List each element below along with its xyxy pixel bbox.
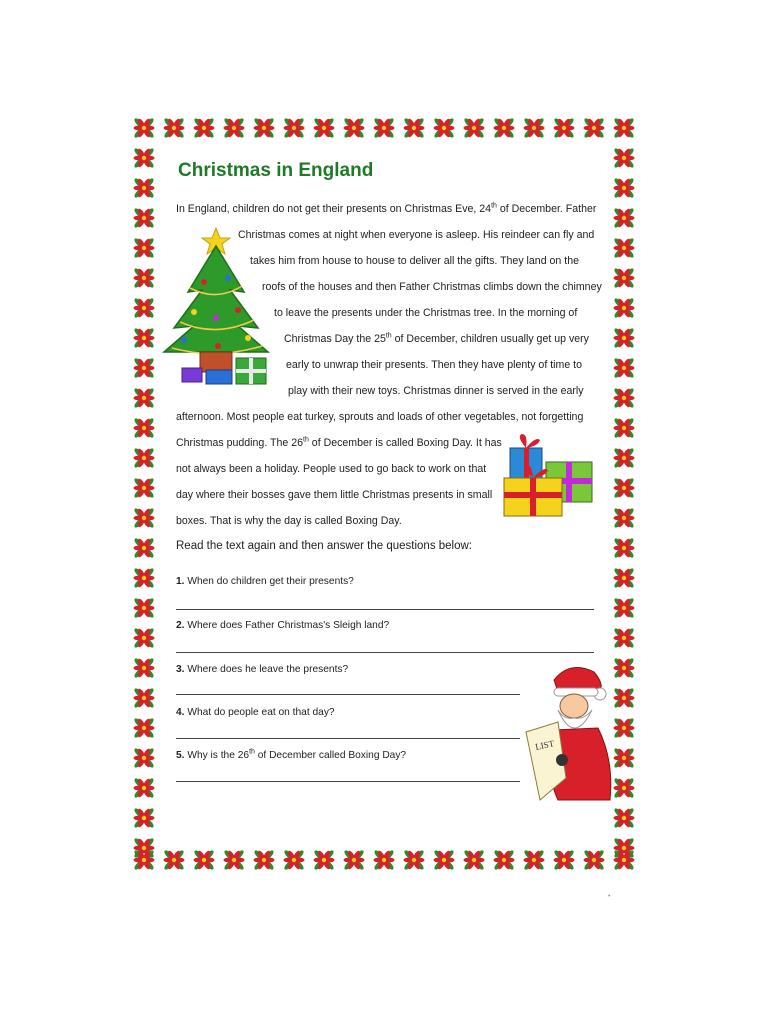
poinsettia-icon	[133, 627, 155, 649]
poinsettia-icon	[523, 117, 545, 139]
poinsettia-icon	[613, 777, 635, 799]
poinsettia-icon	[373, 117, 395, 139]
poinsettia-icon	[613, 417, 635, 439]
poinsettia-icon	[133, 657, 155, 679]
question-3: 3. Where does he leave the presents?	[176, 664, 349, 675]
poinsettia-icon	[133, 327, 155, 349]
poinsettia-icon	[193, 117, 215, 139]
poinsettia-icon	[133, 567, 155, 589]
poinsettia-icon	[583, 849, 605, 871]
poinsettia-icon	[433, 849, 455, 871]
poinsettia-icon	[553, 849, 575, 871]
poinsettia-icon	[133, 597, 155, 619]
poinsettia-icon	[613, 537, 635, 559]
poinsettia-icon	[313, 849, 335, 871]
poinsettia-icon	[133, 477, 155, 499]
poinsettia-icon	[613, 327, 635, 349]
poinsettia-icon	[223, 849, 245, 871]
story-line: Christmas pudding. The 26th of December is called Boxing Day. It has	[176, 436, 502, 449]
poinsettia-icon	[133, 267, 155, 289]
poinsettia-icon	[253, 117, 275, 139]
poinsettia-icon	[133, 747, 155, 769]
poinsettia-icon	[613, 297, 635, 319]
story-line: takes him from house to house to deliver all the gifts. They land on the	[250, 255, 579, 267]
poinsettia-icon	[613, 597, 635, 619]
poinsettia-icon	[343, 849, 365, 871]
poinsettia-icon	[613, 207, 635, 229]
poinsettia-icon	[493, 117, 515, 139]
poinsettia-icon	[613, 477, 635, 499]
poinsettia-icon	[463, 849, 485, 871]
poinsettia-icon	[613, 717, 635, 739]
poinsettia-icon	[493, 849, 515, 871]
poinsettia-icon	[193, 849, 215, 871]
poinsettia-icon	[133, 147, 155, 169]
poinsettia-icon	[163, 849, 185, 871]
poinsettia-icon	[583, 117, 605, 139]
question-5: 5. Why is the 26th of December called Boxing Day?	[176, 748, 407, 761]
story-line: to leave the presents under the Christmas tree. In the morning of	[274, 307, 578, 319]
question-1: 1. When do children get their presents?	[176, 576, 354, 587]
poinsettia-icon	[613, 447, 635, 469]
poinsettia-icon	[613, 627, 635, 649]
poinsettia-icon	[613, 147, 635, 169]
instructions-text: Read the text again and then answer the questions below:	[176, 540, 473, 552]
poinsettia-icon	[133, 177, 155, 199]
poinsettia-icon	[613, 807, 635, 829]
story-line: Christmas comes at night when everyone is asleep. His reindeer can fly and	[238, 229, 595, 241]
poinsettia-icon	[613, 117, 635, 139]
story-line: day where their bosses gave them little Christmas presents in small	[176, 489, 493, 501]
poinsettia-icon	[403, 117, 425, 139]
story-line: afternoon. Most people eat turkey, sprouts and loads of other vegetables, not forgetting	[176, 411, 584, 423]
answer-line-5[interactable]	[176, 781, 520, 782]
story-line: play with their new toys. Christmas dinner is served in the early	[288, 385, 584, 397]
poinsettia-icon	[133, 717, 155, 739]
question-2: 2. Where does Father Christmas's Sleigh land?	[176, 620, 390, 631]
poinsettia-icon	[313, 117, 335, 139]
poinsettia-icon	[523, 849, 545, 871]
poinsettia-icon	[133, 117, 155, 139]
answer-line-4[interactable]	[176, 738, 520, 739]
santa-icon	[514, 660, 614, 810]
poinsettia-icon	[403, 849, 425, 871]
poinsettia-icon	[283, 117, 305, 139]
story-line: In England, children do not get their presents on Christmas Eve, 24th of December. Father	[176, 202, 597, 215]
poinsettia-icon	[613, 267, 635, 289]
worksheet-title: Christmas in England	[178, 160, 374, 181]
poinsettia-icon	[133, 447, 155, 469]
story-line: Christmas Day the 25th of December, children usually get up very	[284, 332, 589, 345]
poinsettia-icon	[553, 117, 575, 139]
poinsettia-icon	[613, 237, 635, 259]
poinsettia-icon	[253, 849, 275, 871]
poinsettia-icon	[613, 357, 635, 379]
poinsettia-icon	[133, 417, 155, 439]
poinsettia-icon	[133, 357, 155, 379]
poinsettia-icon	[163, 117, 185, 139]
answer-line-1[interactable]	[176, 609, 594, 610]
poinsettia-icon	[613, 507, 635, 529]
poinsettia-icon	[133, 237, 155, 259]
story-line: early to unwrap their presents. Then they have plenty of time to	[286, 359, 583, 371]
poinsettia-icon	[373, 849, 395, 871]
poinsettia-icon	[133, 387, 155, 409]
poinsettia-icon	[133, 807, 155, 829]
poinsettia-icon	[613, 747, 635, 769]
poinsettia-icon	[343, 117, 365, 139]
presents-icon	[500, 432, 600, 520]
question-4: 4. What do people eat on that day?	[176, 707, 335, 718]
poinsettia-icon	[613, 687, 635, 709]
poinsettia-icon	[433, 117, 455, 139]
poinsettia-icon	[613, 657, 635, 679]
story-line: not always been a holiday. People used to go back to work on that	[176, 463, 487, 475]
poinsettia-icon	[223, 117, 245, 139]
poinsettia-icon	[463, 117, 485, 139]
poinsettia-icon	[283, 849, 305, 871]
poinsettia-icon	[133, 507, 155, 529]
poinsettia-icon	[133, 687, 155, 709]
santa-list-label: LIST	[534, 738, 556, 752]
answer-line-2[interactable]	[176, 652, 594, 653]
poinsettia-icon	[133, 297, 155, 319]
poinsettia-icon	[613, 177, 635, 199]
story-line: boxes. That is why the day is called Boxing Day.	[176, 515, 402, 527]
poinsettia-icon	[613, 387, 635, 409]
christmas-tree-icon	[158, 222, 278, 388]
answer-line-3[interactable]	[176, 694, 520, 695]
footer-dot: •	[608, 893, 611, 900]
story-line: roofs of the houses and then Father Christmas climbs down the chimney	[262, 281, 602, 293]
poinsettia-icon	[133, 207, 155, 229]
poinsettia-icon	[133, 537, 155, 559]
poinsettia-icon	[133, 777, 155, 799]
poinsettia-icon	[613, 567, 635, 589]
